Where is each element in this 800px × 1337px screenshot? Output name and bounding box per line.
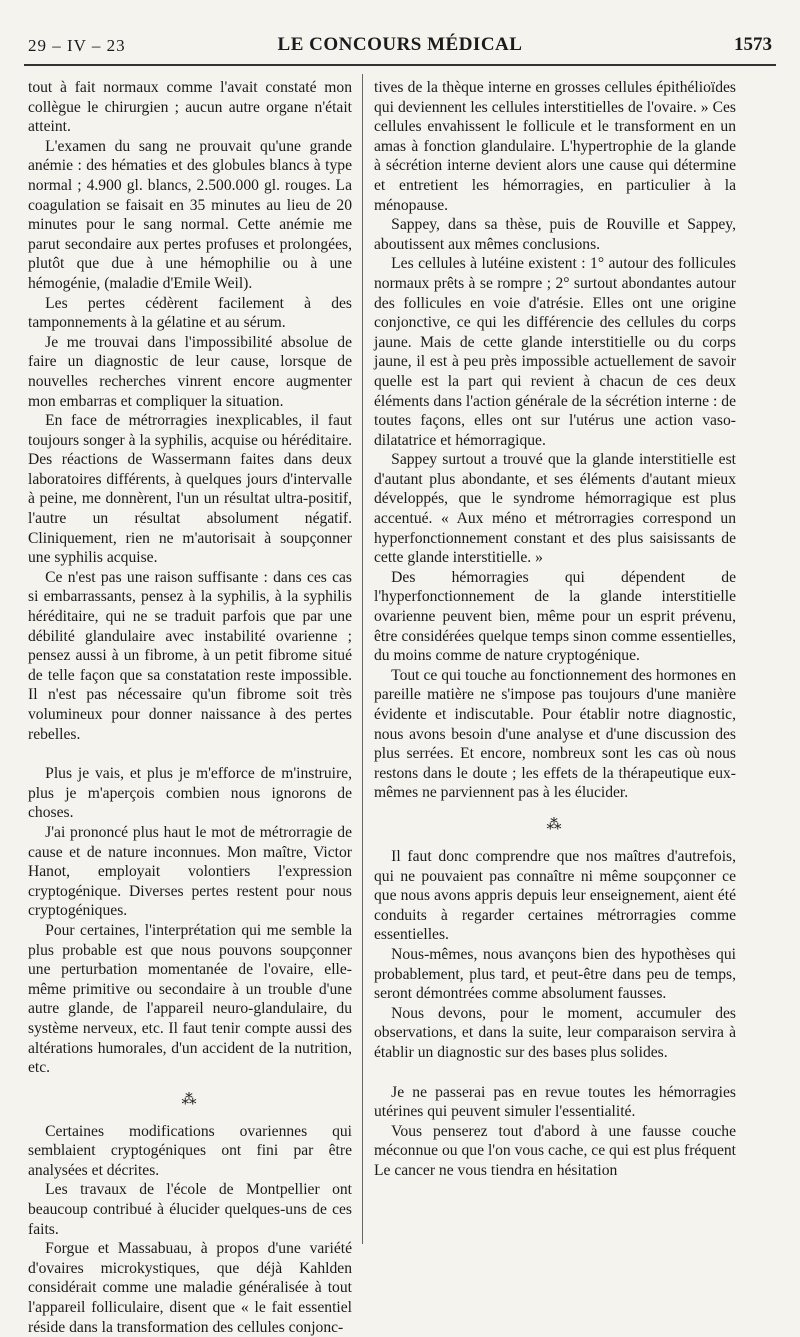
paragraph: En face de métrorragies inexplicables, il faut toujours songer à la syphilis, acquise ou héréditaire. Des réactions de Wassermann faites dans deux laboratoires différents, à quelques jours d'intervalle à peine, me donnèrent, l'un un résultat ultra-positif, l'autre un résultat absolument négatif. Cliniquement, rien ne m'autorisait à soupçonner une syphilis acquise. (28, 412, 352, 567)
paragraph: tives de la thèque interne en grosses cellules épithélioïdes qui deviennent les cellules interstitielles de l'ovaire. » Ces cellules envahissent le follicule et le transforment en un amas à fonction glandulaire. L'hypertrophie de la glande à sécrétion interne devient alors une cause qui détermine et entretient les hémorragies, en particulier à la ménopause. (374, 79, 736, 214)
paragraph: Les travaux de l'école de Montpellier ont beaucoup contribué à élucider quelques-uns de ces faits. (28, 1181, 352, 1238)
paragraph: Nous-mêmes, nous avançons bien des hypothèses qui probablement, plus tard, et peut-être dans peu de temps, seront démontrées comme absolument fausses. (374, 945, 736, 1003)
column-divider (362, 74, 363, 1244)
paragraph: Je me trouvai dans l'impossibilité absolue de faire un diagnostic de leur cause, lorsque de nouvelles recherches vinrent encore augmenter mon embarras et compliquer la situation. (28, 333, 352, 410)
paragraph: Ce n'est pas une raison suffisante : dans ces cas si embarrassants, pensez à la syphilis, à la syphilis héréditaire, qui ne se traduit parfois que par une débilité glandulaire avec instabilité ovarienne ; pensez aussi à un fibrome, à un petit fibrome situé de telle façon que sa constatation reste impossible. Il n'est pas nécessaire qu'un fibrome soit très volumineux pour donner naissance à des pertes rebelles. (28, 568, 352, 743)
paragraph: Les pertes cédèrent facilement à des tamponnements à la gélatine et au sérum. (28, 294, 352, 332)
paragraph: Sappey, dans sa thèse, puis de Rouville et Sappey, aboutissent aux mêmes conclusions. (374, 216, 736, 253)
paragraph: J'ai prononcé plus haut le mot de métrorragie de cause et de nature inconnues. Mon maître, Victor Hanot, employait volontiers l'expression cryptogénique. Diverses pertes restent pour nous cryptogéniques. (28, 823, 352, 920)
journal-title: LE CONCOURS MÉDICAL (277, 34, 523, 55)
paragraph: Les cellules à lutéine existent : 1° autour des follicules normaux prêts à se rompre ; 2° surtout abondantes autour des follicules en voie d'atrésie. Elles ont une origine conjonctive, ce qui les différencie des cellules du corps jaune. Mais de cette glande interstitielle ou du corps jaune, il est à peu près impossible actuellement de savoir quelle est la part qui revient à chacun de ces deux éléments dans l'action générale de la sécrétion interne : de toutes façons, elles ont sur l'utérus une action vaso-dilatatrice et hémorragique. (374, 255, 736, 449)
paragraph: Forgue et Massabuau, à propos d'une variété d'ovaires microkystiques, que déjà Kahlden considérait comme une maladie généralisée à tout l'appareil folliculaire, disent que « le fait essentiel réside dans la transformation des cellules conjonc- (28, 1240, 352, 1336)
paragraph: Vous penserez tout d'abord à une fausse couche méconnue ou que l'on vous cache, ce qui est plus fréquent Le cancer ne vous tiendra en hésitation (374, 1122, 736, 1179)
paragraph: Nous devons, pour le moment, accumuler des observations, et dans la suite, leur comparaison servira à établir un diagnostic sur des bases plus solides. (374, 1004, 736, 1061)
paragraph: Plus je vais, et plus je m'efforce de m'instruire, plus je m'aperçois combien nous ignorons de choses. (28, 765, 352, 822)
left-column (28, 78, 352, 1337)
paragraph: Des hémorragies qui dépendent de l'hyperfonctionnement de la glande interstitielle ovarienne peuvent bien, même pour un esprit prévenu, être considérées quelque temps sinon comme essentielles, du moins comme de nature cryptogénique. (374, 568, 736, 665)
section-asterism: ⁂ (181, 1091, 199, 1108)
section-asterism: ⁂ (546, 816, 564, 833)
issue-date: 29 – IV – 23 (28, 36, 126, 55)
paragraph: Certaines modifications ovariennes qui semblaient cryptogéniques ont fini par être analysées et décrites. (28, 1122, 352, 1179)
paragraph: tout à fait normaux comme l'avait constaté mon collègue le chirurgien ; aucun autre organe n'était atteint. (28, 79, 352, 136)
paragraph: Il faut donc comprendre que nos maîtres d'autrefois, qui ne pouvaient pas connaître ni même soupçonner ce que nous avons appris depuis leur enseignement, aient été conduits à regarder certaines métrorragies comme essentielles. (374, 847, 736, 944)
paragraph: Tout ce qui touche au fonctionnement des hormones en pareille matière ne s'impose pas toujours d'une manière évidente et indiscutable. Pour établir notre diagnostic, nous avons besoin d'une analyse et d'une discussion des plus serrées. Et encore, nombreux sont les cas où nous restons dans le doute ; les effets de la thérapeutique eux-mêmes ne parviennent pas à les élucider. (374, 666, 736, 802)
paragraph: Pour certaines, l'interprétation qui me semble la plus probable est que nous pouvons soupçonner une perturbation momentanée de l'ovaire, elle-même primitive ou secondaire à un trouble d'une autre glande, de l'appareil neuro-glandulaire, du système nerveux, etc. Il faut tenir compte aussi des altérations humorales, d'un accident de la nutrition, etc. (28, 921, 352, 1077)
page-number: 1573 (734, 34, 772, 55)
right-column (374, 78, 736, 1180)
paragraph: Je ne passerai pas en revue toutes les hémorragies utérines qui peuvent simuler l'essentialité. (374, 1083, 736, 1121)
paragraph: L'examen du sang ne prouvait qu'une grande anémie : des hématies et des globules blancs à type normal ; 4.900 gl. blancs, 2.500.000 gl. rouges. La coagulation se faisait en 35 minutes au lieu de 20 minutes pour le sang normal. Cette anémie me parut secondaire aux pertes profuses et prolongées, plutôt que due à une hémophilie ou à une hémogénie, (maladie d'Emile Weil). (28, 137, 352, 292)
paragraph: Sappey surtout a trouvé que la glande interstitielle est d'autant plus abondante, et ses éléments d'autant mieux développés, que le syndrome hémorragique est plus accentué. « Aux méno et métrorragies correspond un hyperfonctionnement constant et des plus saisissants de cette glande interstitielle. » (374, 451, 736, 567)
page-header (28, 32, 772, 62)
header-rule (24, 64, 776, 66)
